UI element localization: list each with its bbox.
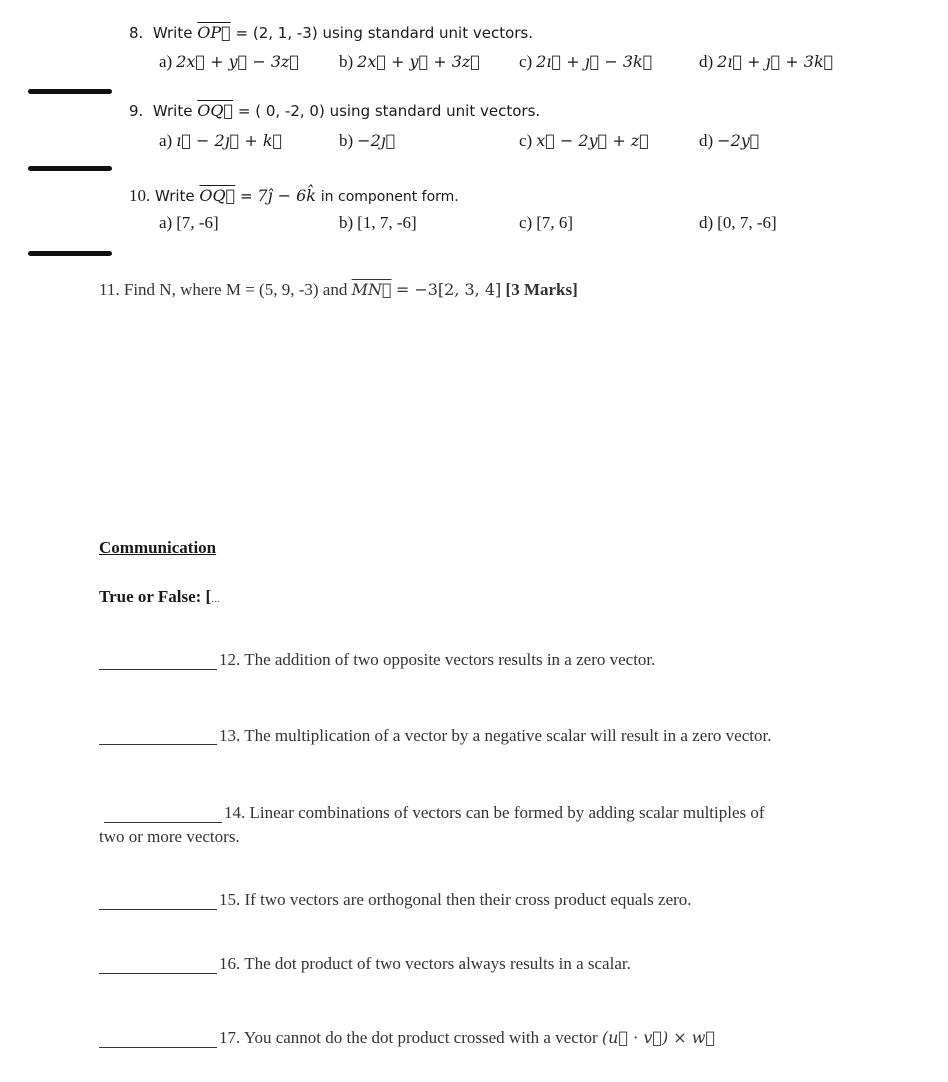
option-label: a) <box>159 131 173 150</box>
option-expr: [1, 7, -6] <box>357 213 417 232</box>
option-label: a) <box>159 213 173 232</box>
dot-cross-expression: (u⃗ · v⃗) × w⃗ <box>601 1028 716 1047</box>
option-expr: [7, 6] <box>536 213 574 232</box>
marks-label: [3 Marks] <box>505 280 578 299</box>
tf-item-15: 15. If two vectors are orthogonal then their cross product equals zero. <box>219 890 692 909</box>
option-label: a) <box>159 52 173 71</box>
tf-item-12: 12. The addition of two opposite vectors results in a zero vector. <box>219 650 656 669</box>
option-a <box>159 213 219 233</box>
margin-marker <box>28 251 112 256</box>
option-expr: 2ı⃗ + ȷ⃗ − 3k⃗ <box>536 52 653 71</box>
option-a <box>159 52 299 72</box>
vector-expression: = −3[2, 3, 4] <box>395 280 502 299</box>
option-expr: x⃗ − 2y⃗ + z⃗ <box>536 131 649 150</box>
option-label: c) <box>519 52 533 71</box>
question-8-stem <box>129 23 533 42</box>
subtitle-text: True or False: [ <box>99 587 212 606</box>
tf-item-17 <box>219 1028 715 1048</box>
option-label: d) <box>699 52 714 71</box>
option-expr: 2ı⃗ + ȷ⃗ + 3k⃗ <box>717 52 834 71</box>
option-expr: 2x⃗ + y⃗ + 3z⃗ <box>357 52 480 71</box>
option-label: b) <box>339 213 354 232</box>
question-number: 9. <box>129 102 144 120</box>
option-expr: [0, 7, -6] <box>717 213 777 232</box>
margin-marker <box>28 89 112 94</box>
option-b <box>339 131 395 151</box>
tf-item-16: 16. The dot product of two vectors always results in a scalar. <box>219 954 631 973</box>
section-title: Communication <box>99 538 217 557</box>
section-subtitle <box>99 587 220 607</box>
option-expr: ı⃗ − 2ȷ⃗ + k⃗ <box>176 131 283 150</box>
option-b <box>339 213 417 233</box>
vector-expression: 7ĵ − 6k̂ <box>257 186 316 205</box>
tf-item-13: 13. The multiplication of a vector by a negative scalar will result in a zero vector. <box>219 726 772 745</box>
answer-blank[interactable] <box>99 973 217 974</box>
option-d <box>699 131 759 151</box>
option-b <box>339 52 480 72</box>
option-c <box>519 131 649 151</box>
option-label: c) <box>519 131 533 150</box>
subtitle-tail: … <box>211 594 221 604</box>
answer-blank[interactable] <box>99 744 217 745</box>
option-label: d) <box>699 131 714 150</box>
question-prefix: Write <box>152 102 193 120</box>
vector-oq: OQ⃗ <box>199 186 236 205</box>
answer-blank[interactable] <box>104 822 222 823</box>
tf-item-14-continued: two or more vectors. <box>99 827 240 846</box>
tf-item-text: 17. You cannot do the dot product crossed with a vector <box>219 1028 598 1047</box>
equals-sign: = <box>240 187 253 205</box>
option-c <box>519 52 652 72</box>
option-d <box>699 213 777 233</box>
option-expr: −2y⃗ <box>717 131 760 150</box>
question-number: 10. <box>129 186 151 205</box>
vector-mn: MN⃗ <box>351 280 392 299</box>
question-suffix: = (2, 1, -3) using standard unit vectors. <box>235 24 534 42</box>
vector-oq: OQ⃗ <box>197 101 234 120</box>
option-c <box>519 213 573 233</box>
option-expr: −2ȷ⃗ <box>357 131 396 150</box>
answer-blank[interactable] <box>99 1047 217 1048</box>
question-10-stem <box>129 186 459 206</box>
option-expr: [7, -6] <box>176 213 219 232</box>
margin-marker <box>28 166 112 171</box>
question-suffix: = ( 0, -2, 0) using standard unit vectors. <box>237 102 541 120</box>
question-prefix: Write <box>155 187 195 205</box>
vector-op: OP⃗ <box>197 23 231 42</box>
option-label: b) <box>339 52 354 71</box>
question-11 <box>99 280 578 300</box>
question-text: 11. Find N, where M = (5, 9, -3) and <box>99 280 348 299</box>
option-expr: 2x⃗ + y⃗ − 3z⃗ <box>176 52 300 71</box>
answer-blank[interactable] <box>99 909 217 910</box>
question-number: 8. <box>129 24 144 42</box>
question-prefix: Write <box>152 24 193 42</box>
option-label: b) <box>339 131 354 150</box>
question-suffix: in component form. <box>320 189 459 205</box>
option-d <box>699 52 833 72</box>
answer-blank[interactable] <box>99 669 217 670</box>
question-9-stem <box>129 101 540 120</box>
option-a <box>159 131 282 151</box>
tf-item-14: 14. Linear combinations of vectors can be formed by adding scalar multiples of <box>224 803 765 822</box>
option-label: d) <box>699 213 714 232</box>
option-label: c) <box>519 213 533 232</box>
